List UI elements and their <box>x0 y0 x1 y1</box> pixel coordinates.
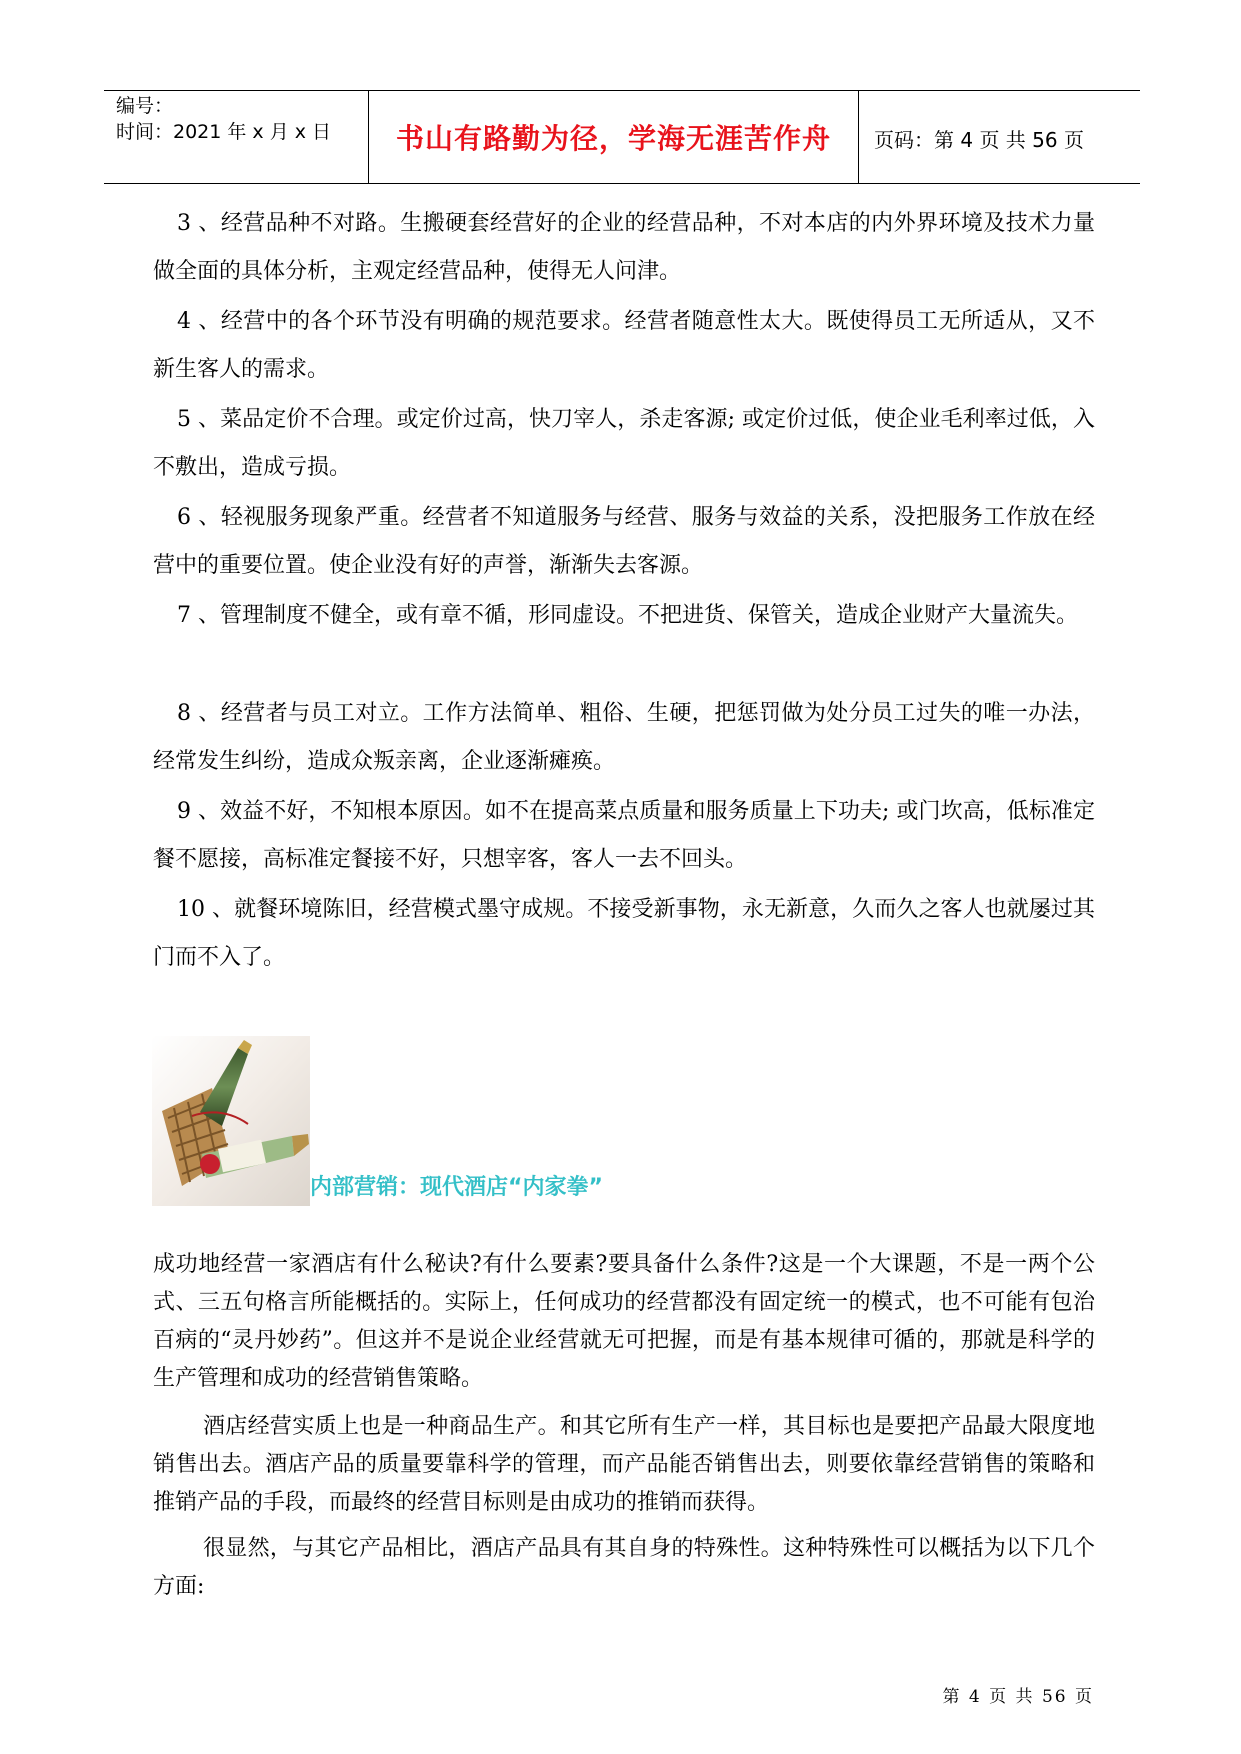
list-item: 3 、经营品种不对路。生搬硬套经营好的企业的经营品种，不对本店的内外界环境及技术力量做全面的具体分析，主观定经营品种，使得无人问津。 <box>153 211 1095 284</box>
body-paragraph: 很显然，与其它产品相比，酒店产品具有其自身的特殊性。这种特殊性可以概括为以下几个方面: <box>153 1536 1095 1599</box>
list-item: 5 、菜品定价不合理。或定价过高，快刀宰人，杀走客源; 或定价过低，使企业毛利率过低，入不敷出，造成亏损。 <box>153 407 1095 480</box>
body-paragraph: 成功地经营一家酒店有什么秘诀?有什么要素?要具备什么条件?这是一个大课题，不是一两个公式、三五句格言所能概括的。实际上，任何成功的经营都没有固定统一的模式，也不可能有包治百病的“灵丹妙药”。但这并不是说企业经营就无可把握，而是有基本规律可循的，那就是科学的生产管理和成功的经营销售策略。 <box>153 1252 1095 1391</box>
header-meta <box>116 91 366 183</box>
page-footer: 第 4 页 共 56 页 <box>942 1687 1094 1707</box>
list-item: 7 、管理制度不健全，或有章不循，形同虚设。不把进货、保管关，造成企业财产大量流失。 <box>177 603 1078 628</box>
time-label: 时间：2021 年 x 月 x 日 <box>116 121 332 143</box>
list-item: 6 、轻视服务现象严重。经营者不知道服务与经营、服务与效益的关系，没把服务工作放在经营中的重要位置。使企业没有好的声誉，渐渐失去客源。 <box>153 505 1095 578</box>
page-header <box>104 90 1140 184</box>
list-item: 4 、经营中的各个环节没有明确的规范要求。经营者随意性太大。既使得员工无所适从，又不新生客人的需求。 <box>153 309 1095 382</box>
list-item: 8 、经营者与员工对立。工作方法简单、粗俗、生硬，把惩罚做为处分员工过失的唯一办法，经常发生纠纷，造成众叛亲离，企业逐渐瘫痪。 <box>153 701 1095 774</box>
wine-bottle-image <box>152 1036 310 1206</box>
header-page-code: 页码：第 4 页 共 56 页 <box>874 128 1084 152</box>
section-title: 内部营销：现代酒店“内家拳” <box>310 1175 603 1200</box>
body-paragraph: 酒店经营实质上也是一种商品生产。和其它所有生产一样，其目标也是要把产品最大限度地销售出去。酒店产品的质量要靠科学的管理，而产品能否销售出去，则要依靠经营销售的策略和推销产品的手段，而最终的经营目标则是由成功的推销而获得。 <box>153 1414 1095 1515</box>
header-divider <box>858 91 859 183</box>
list-item: 10 、就餐环境陈旧，经营模式墨守成规。不接受新事物，永无新意，久而久之客人也就屡过其门而不入了。 <box>153 897 1095 970</box>
header-motto: 书山有路勤为径，学海无涯苦作舟 <box>395 122 831 155</box>
list-item: 9 、效益不好，不知根本原因。如不在提高菜点质量和服务质量上下功夫; 或门坎高，低标准定餐不愿接，高标准定餐接不好，只想宰客，客人一去不回头。 <box>153 799 1095 872</box>
number-label: 编号： <box>116 95 174 117</box>
